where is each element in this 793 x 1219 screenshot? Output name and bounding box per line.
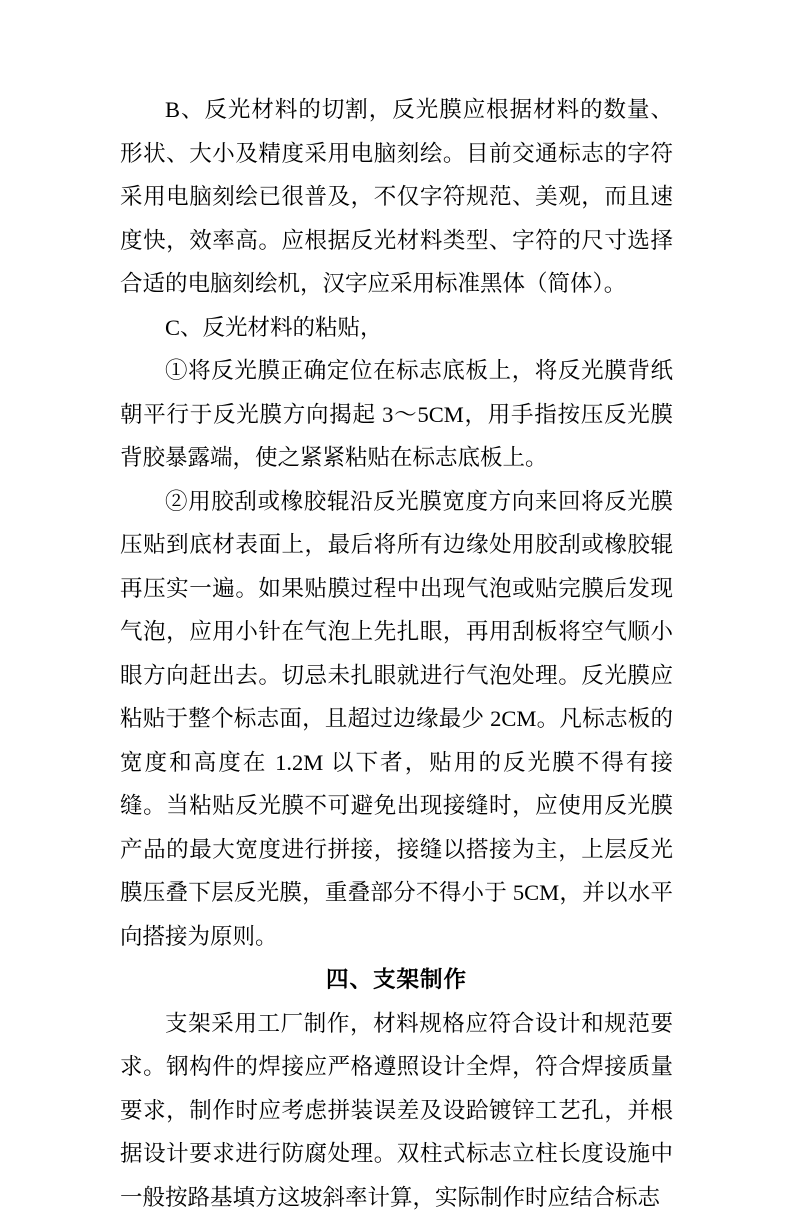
paragraph-pasting-step-one: ①将反光膜正确定位在标志底板上，将反光膜背纸朝平行于反光膜方向揭起 3～5CM，用手指按压反光膜背胶暴露端，使之紧紧粘贴在标志底板上。	[120, 349, 673, 480]
section-heading-bracket-fabrication: 四、支架制作	[120, 958, 673, 1002]
paragraph-pasting-step-two: ②用胶刮或橡胶辊沿反光膜宽度方向来回将反光膜压贴到底材表面上，最后将所有边缘处用胶刮或橡胶辊再压实一遍。如果贴膜过程中出现气泡或贴完膜后发现气泡，应用小针在气泡上先扎眼，再用刮板将空气顺小眼方向赶出去。切忌未扎眼就进行气泡处理。反光膜应粘贴于整个标志面，且超过边缘最少 2CM。凡标志板的宽度和高度在 1.2M 以下者，贴用的反光膜不得有接缝。当粘贴反光膜不可避免出现接缝时，应使用反光膜产品的最大宽度进行拼接，接缝以搭接为主，上层反光膜压叠下层反光膜，重叠部分不得小于 5CM，并以水平向搭接为原则。	[120, 480, 673, 959]
paragraph-bracket-fabrication-body: 支架采用工厂制作，材料规格应符合设计和规范要求。钢构件的焊接应严格遵照设计全焊，符合焊接质量要求，制作时应考虑拼装误差及设跲镀锌工艺孔，并根据设计要求进行防腐处理。双柱式标志立柱长度设施中一般按路基填方这坡斜率计算，实际制作时应结合标志	[120, 1002, 673, 1219]
paragraph-reflective-material-cutting: B、反光材料的切割，反光膜应根据材料的数量、形状、大小及精度采用电脑刻绘。目前交通标志的字符采用电脑刻绘已很普及，不仅字符规范、美观，而且速度快，效率高。应根据反光材料类型、字符的尺寸选择合适的电脑刻绘机，汉字应采用标准黑体（简体）。	[120, 88, 673, 306]
document-body	[120, 88, 673, 1219]
paragraph-reflective-material-pasting: C、反光材料的粘贴，	[120, 306, 673, 350]
